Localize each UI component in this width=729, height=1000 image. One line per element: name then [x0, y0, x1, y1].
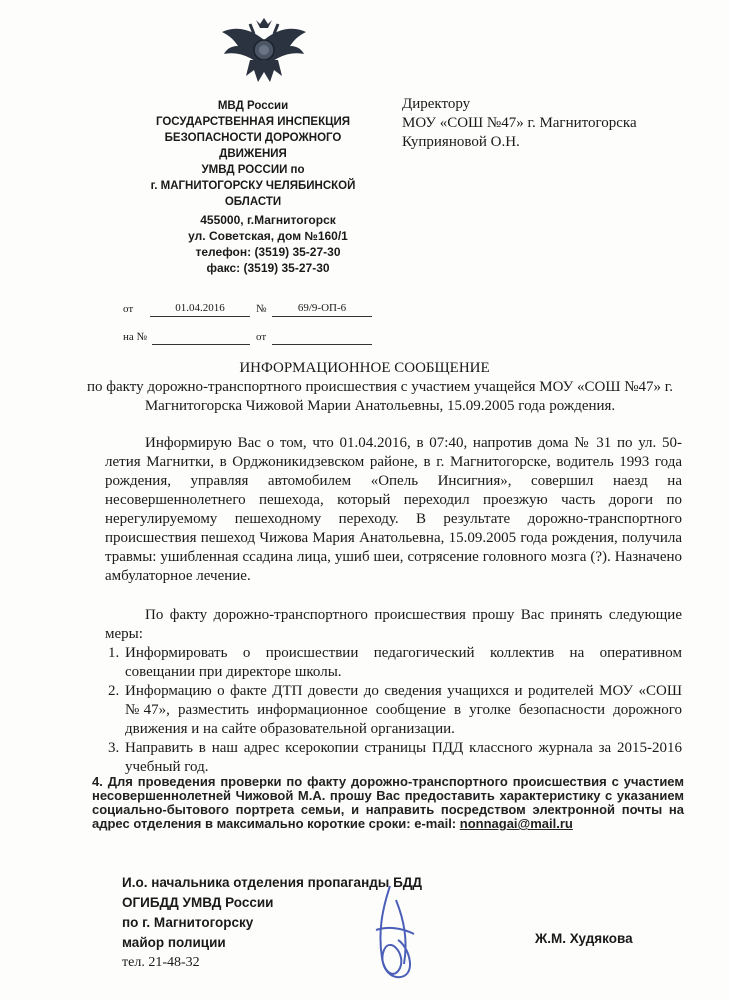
list-item: 2. Информацию о факте ДТП довести до сведения учащихся и родителей МОУ «СОШ №47», разместить информационное сообщение в уголке безопасности дорожного движения и на сайте образовательной организации. [123, 682, 682, 739]
signer-city: по г. Магнитогорску [122, 915, 254, 930]
signer-name: Ж.М. Худякова [535, 931, 633, 946]
signer-phone: тел. 21-48-32 [122, 955, 200, 970]
sender-address [168, 212, 368, 276]
measure-four [92, 775, 684, 831]
addressee-name: Куприяновой О.Н. [402, 134, 520, 150]
reply-number-blank [152, 330, 250, 345]
measure-four-number: 4. [92, 774, 103, 789]
inspection-line: г. МАГНИТОГОРСКУ ЧЕЛЯБИНСКОЙ [150, 180, 356, 192]
ministry-name: МВД России [217, 100, 289, 112]
date-label: от [123, 303, 134, 315]
signer-department: ОГИБДД УМВД России [122, 895, 274, 910]
paragraph-request: По факту дорожно-транспортного происшествия прошу Вас принять следующие меры: [105, 607, 682, 642]
measures-list [105, 644, 682, 777]
inspection-line: ДВИЖЕНИЯ [219, 148, 287, 160]
list-item: 3. Направить в наш адрес ксерокопии страницы ПДД классного журнала за 2015-2016 учебный год. [123, 739, 682, 777]
document-subtitle: по факту дорожно-транспортного происшествия с участием учащейся МОУ «СОШ №47» г. Магнитогорска Чижовой Марии Анатольевны, 15.09.2005 года рождения. [87, 379, 673, 414]
addressee-position: Директору [402, 96, 471, 112]
inspection-line: УМВД РОССИИ по [201, 164, 305, 176]
fax-line: факс: (3519) 35-27-30 [206, 261, 330, 275]
inspection-line: ОБЛАСТИ [224, 196, 282, 208]
paragraph-incident: Информирую Вас о том, что 01.04.2016, в 07:40, напротив дома № 31 по ул. 50-летия Магнитки, в Орджоникидзевском районе, в г. Магнитогорске, водитель 1993 года рождения, управляя автомобилем «Опель Инсигния», совершил наезд на несовершеннолетнего пешехода, который переходил проезжую часть дороги по нерегулируемому пешеходному переходу. В результате дорожно-транспортного происшествия пешеход Чижова Мария Анатольевна, 15.09.2005 года рождения, получила травмы: ушибленная ссадина лица, ушиб шеи, сотрясение головного мозга (?). Назначено амбулаторное лечение. [105, 435, 682, 584]
address-line: ул. Советская, дом №160/1 [188, 229, 348, 243]
inspection-line: БЕЗОПАСНОСТИ ДОРОЖНОГО [164, 132, 342, 144]
reply-date-label: от [256, 331, 267, 343]
document-number: 69/9-ОП-6 [272, 302, 372, 317]
reply-number-label: на № [123, 331, 148, 343]
reply-date-blank [272, 330, 372, 345]
police-eagle-emblem-icon [220, 10, 308, 90]
document-title: ИНФОРМАЦИОННОЕ СООБЩЕНИЕ [239, 360, 490, 376]
document-date: 01.04.2016 [150, 302, 250, 317]
measures-section [105, 606, 682, 777]
phone-line: телефон: (3519) 35-27-30 [195, 245, 341, 259]
signer-position: И.о. начальника отделения пропаганды БДД [122, 875, 423, 890]
address-line: 455000, г.Магнитогорск [200, 213, 336, 227]
sender-header [118, 98, 388, 210]
handwritten-signature-icon [360, 880, 430, 990]
measure-four-text: Для проведения проверки по факту дорожно-транспортного происшествия с участием несовершеннолетней Чижовой М.А. прошу Вас предоставить характеристику с указанием социально-бытового портрета семьи, и направить посредством электронной почты на адрес отделения в максимально короткие сроки: e-mail: [92, 774, 684, 831]
addressee-block [402, 95, 637, 152]
email-link[interactable]: nonnagai@mail.ru [459, 816, 573, 831]
inspection-line: ГОСУДАРСТВЕННАЯ ИНСПЕКЦИЯ [155, 116, 351, 128]
list-item: 1. Информировать о происшествии педагогический коллектив на оперативном совещании при директоре школы. [123, 644, 682, 682]
number-label: № [256, 303, 267, 315]
signer-rank: майор полиции [122, 935, 226, 950]
addressee-school: МОУ «СОШ №47» г. Магнитогорска [402, 115, 637, 131]
